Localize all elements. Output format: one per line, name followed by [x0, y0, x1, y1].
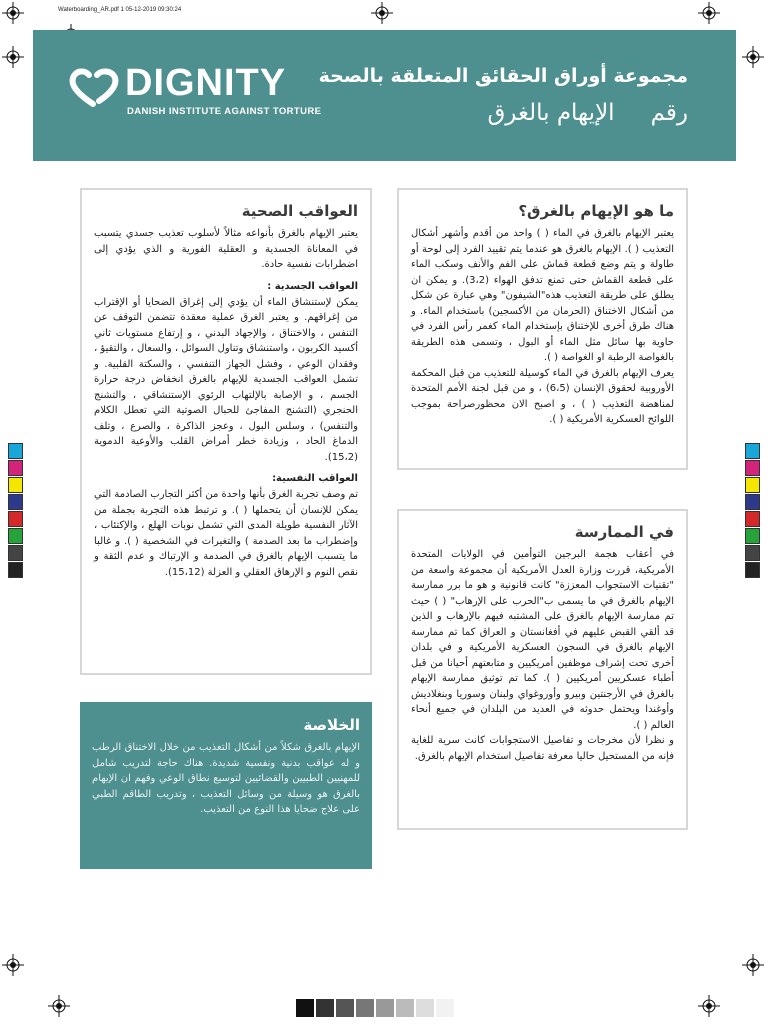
- health-consequences-section: [80, 188, 372, 675]
- gray-swatch: [376, 999, 394, 1017]
- header-banner: [33, 30, 736, 161]
- color-swatch: [745, 528, 760, 544]
- color-swatch: [8, 528, 23, 544]
- registration-mark-icon: [2, 954, 24, 976]
- practice-paragraph-1: في أعقاب هجمة البرجين التوأمين في الولايات المتحدة الأمريكية، قررت وزارة العدل الأمريكية أن مجموعة واسعة من "تقنيات الاستجواب المعززة" كانت قانونية و هو ما برر ممارسة الإيهام بالغرق في ما يسمى ب"الحرب على الإرهاب" ( ) حيث تم ممارسة الإيهام بالغرق على المشتبه فيهم بالإرهاب و الذين قد ألقي القبض عليهم في أفغانستان و العراق كما تم ممارسة الإيهام بالغرق في السجون العسكرية الأمريكية و في بلدان أخرى تحت إشراف موظفين أمريكيين و متابعتهم أحيانا من قبل أطباء عسكريين أمريكيين ( ). كما تم توثيق ممارسة الإيهام بالغرق في الأرجنتين وبيرو وأوروغواي ولبنان وسوريا وبنغلاديش وأوغندا ويحتمل حدوثه في العديد من البلدان في جميع أنحاء العالم ( ).: [411, 549, 674, 731]
- color-swatch: [8, 443, 23, 459]
- number-label: رقم: [650, 100, 688, 126]
- physical-heading: العواقب الجسدية :: [267, 280, 358, 292]
- color-swatch: [745, 545, 760, 561]
- series-title: مجموعة أوراق الحقائق المتعلقة بالصحة: [318, 65, 688, 87]
- color-swatch: [745, 511, 760, 527]
- color-swatch: [8, 545, 23, 561]
- registration-mark-icon: [2, 46, 24, 68]
- registration-mark-icon: [698, 995, 720, 1017]
- color-calibration-bar-right: [745, 443, 760, 579]
- subject-title: الإيهام بالغرق: [487, 100, 615, 126]
- print-slug: Waterboarding_AR.pdf 1 05-12-2019 09:30:24: [58, 7, 182, 13]
- color-calibration-bar-left: [8, 443, 23, 579]
- color-swatch: [8, 477, 23, 493]
- conclusion-section: [80, 702, 372, 869]
- color-swatch: [8, 562, 23, 578]
- what-is-section: [397, 188, 688, 470]
- practice-heading: في الممارسة: [574, 523, 674, 541]
- heart-logo-icon: [69, 68, 119, 108]
- physical-text: يمكن لإستنشاق الماء أن يؤدي إلى إغراق الضحايا أو الإقتراب من إغراقهم. و يعتبر الغرق عملية معقدة تتضمن التوقف عن التنفس ، والاختناق ، والإجهاد البدني ، و إرتفاع مستويات ثاني أكسيد الكربون ، واستنشاق وتناول السوائل ، والسعال ، والتقيؤ ، وفقدان الوعي ، وفشل الجهاز التنفسي ، والسكتة القلبية. و تشمل العواقب الجسدية للإيهام بالغرق انخفاض درجة حرارة الجسم ، و الإصابة بالإلتهاب الرئوي الإستنشاقي ، والتشنج الحنجري (التشنج المفاجئ للحبال الصوتية التي تعطل الكلام والتنفس) ، وسلس البول ، وعجز الذاكرة ، والصرع ، وتلف الدماغ الحاد ، وزيادة خطر أمراض القلب والأوعية الدموية (15،2).: [94, 296, 358, 463]
- registration-mark-icon: [2, 2, 24, 24]
- gray-swatch: [396, 999, 414, 1017]
- gray-swatch: [316, 999, 334, 1017]
- color-swatch: [8, 460, 23, 476]
- color-swatch: [745, 460, 760, 476]
- registration-mark-icon: [698, 2, 720, 24]
- gray-swatch: [436, 999, 454, 1017]
- registration-mark-icon: [48, 995, 70, 1017]
- consequences-intro: يعتبر الإيهام بالغرق بأنواعه مثالاً لأسلوب تعذيب جسدي يتسبب في المعاناة الجسدية و العقلية الفورية و الذي يؤدي إلى اضطرابات نفسية حادة.: [94, 228, 358, 270]
- gray-swatch: [336, 999, 354, 1017]
- psych-heading: العواقب النفسية:: [272, 473, 358, 484]
- brand-subtitle: DANISH INSTITUTE AGAINST TORTURE: [127, 106, 322, 117]
- gray-swatch: [416, 999, 434, 1017]
- color-swatch: [745, 494, 760, 510]
- gray-swatch: [296, 999, 314, 1017]
- conclusion-heading: الخلاصة: [303, 716, 360, 734]
- gray-swatch: [356, 999, 374, 1017]
- consequences-heading: العواقب الصحية: [241, 202, 358, 220]
- brand-name: DIGNITY: [125, 62, 287, 104]
- registration-mark-icon: [742, 954, 764, 976]
- color-swatch: [745, 562, 760, 578]
- grayscale-calibration-bar: [296, 999, 456, 1017]
- practice-paragraph-2: و نظرا لأن مخرجات و تفاصيل الاستجوابات كانت سرية للغاية فإنه من المستحيل حاليا معرفة تفاصيل استخدام الإيهام بالغرق.: [411, 735, 674, 762]
- registration-mark-icon: [371, 2, 393, 24]
- dignity-logo: [69, 62, 322, 128]
- color-swatch: [745, 477, 760, 493]
- what-is-heading: ما هو الإيهام بالغرق؟: [518, 202, 674, 220]
- practice-section: [397, 509, 688, 830]
- color-swatch: [8, 494, 23, 510]
- what-is-paragraph-2: يعرف الإيهام بالغرق في الماء كوسيلة للتعذيب من قبل المحكمة الأوروبية لحقوق الإنسان (6،5) ، و من قبل لجنة الأمم المتحدة لمناهضة التعذيب ( ) ، و اصبح الان محظورصراحة بموجب اللوائح العسكرية الأمريكية ( ).: [411, 367, 674, 425]
- color-swatch: [8, 511, 23, 527]
- what-is-paragraph-1: يعتبر الإيهام بالغرق في الماء ( ) واحد من أقدم وأشهر أشكال التعذيب ( ). الإيهام بالغرق هو عندما يتم تقييد الفرد إلى لوحة أو طاولة و يتم وضع قطعة قماش على الفم والأنف وسكب الماء على قطعة القماش حتى تمنع تدفق الهواء (3،2). و يمكن ان يطلق على طريقة التعذيب هذه"الشيفون" وهي عبارة عن شكل من أشكال الاختناق (الحرمان من الأكسجين) باستخدام الماء. و هناك طرق أخرى للإختناق بإستخدام الماء كغمر رأس الفرد في حاوية بها سائل مثل الماء أو البول ، وتسمى هذه الطريقة بالغواصة الرطبة او الغواصة ( ).: [411, 228, 674, 363]
- registration-mark-icon: [742, 46, 764, 68]
- psych-text: تم وصف تجربة الغرق بأنها واحدة من أكثر التجارب الصادمة التي يمكن للإنسان أن يتحملها ( ). و ترتبط هذه التجربة بجملة من الآثار النفسية طويلة المدى التي تشمل نوبات الهلع ، والإكتئاب ، وإضطراب ما بعد الصدمة ) والتغيرات في الشخصية ( ). و غالبا ما يتسبب الإيهام بالغرق في الصدمة و الإرتباك و عدم الثقة و نقص النوم و الإرهاق العقلي و العزلة (15،12).: [94, 489, 358, 578]
- sheet-subtitle: [487, 100, 688, 126]
- color-swatch: [745, 443, 760, 459]
- conclusion-text: الإيهام بالغرق شكلاً من أشكال التعذيب من خلال الاختناق الرطب و له عواقب بدنية ونفسية شديدة. هناك حاجة لتدريب شامل للمهنيين الطبيين والقضائيين لتوسيع نطاق الوعي وفهم ان الإيهام بالغرق هو وسيلة من وسائل التعذيب ، وتدريب الطاقم الطبي على علاج ضحايا هذا النوع من التعذيب.: [92, 742, 360, 815]
